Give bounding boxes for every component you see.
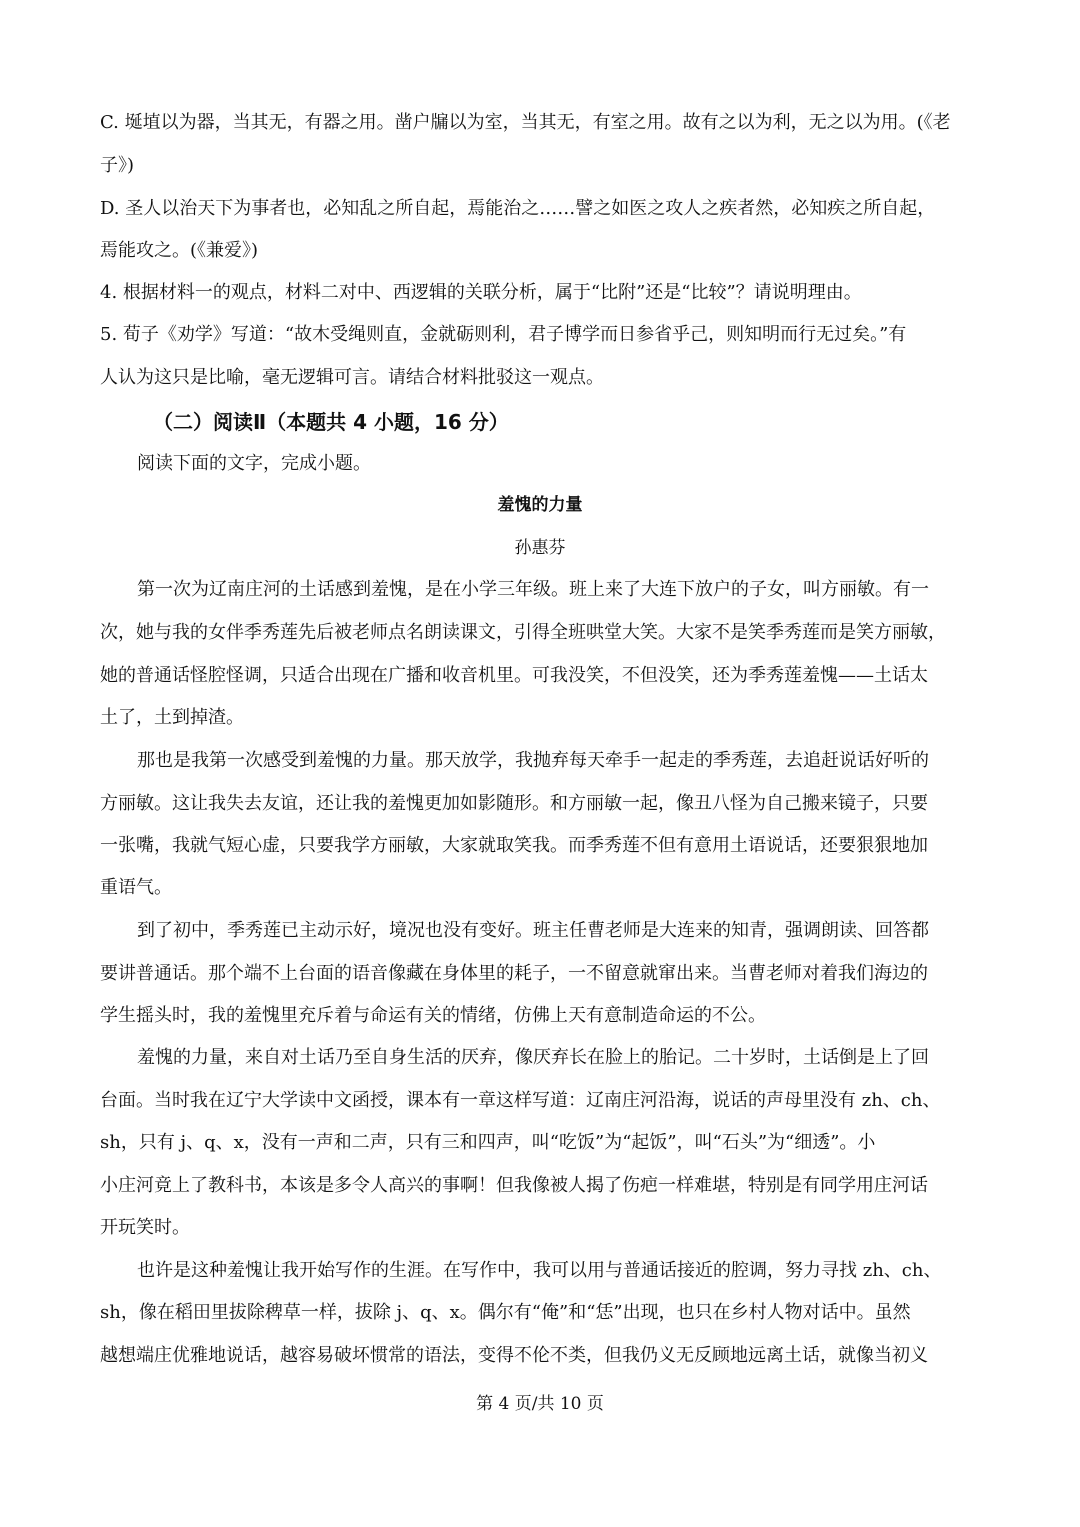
section-instruction: 阅读下面的文字，完成小题。 (137, 453, 371, 474)
paragraph-5-line: 也许是这种羞愧让我开始写作的生涯。在写作中，我可以用与普通话接近的腔调，努力寻找 zh、ch、 (137, 1260, 942, 1281)
paragraph-4-line: 开玩笑时。 (100, 1217, 190, 1238)
paragraph-1-line: 她的普通话怪腔怪调，只适合出现在广播和收音机里。可我没笑，不但没笑，还为季秀莲羞愧——土话太 (100, 665, 928, 686)
paragraph-5-line: sh，像在稻田里拔除稗草一样，拔除 j、q、x。偶尔有“俺”和“恁”出现，也只在乡村人物对话中。虽然 (100, 1302, 911, 1323)
paragraph-3-line: 学生摇头时，我的羞愧里充斥着与命运有关的情绪，仿佛上天有意制造命运的不公。 (100, 1005, 766, 1026)
page-number: 第 4 页/共 10 页 (476, 1394, 604, 1414)
paragraph-3-line: 到了初中，季秀莲已主动示好，境况也没有变好。班主任曹老师是大连来的知青，强调朗读、回答都 (137, 920, 929, 941)
paragraph-4-line: 台面。当时我在辽宁大学读中文函授，课本有一章这样写道：辽南庄河沿海，说话的声母里没有 zh、ch、 (100, 1090, 941, 1111)
question-5-line-1: 5. 荀子《劝学》写道：“故木受绳则直，金就砺则利，君子博学而日参省乎己，则知明而行无过矣。”有 (100, 324, 907, 345)
paragraph-4-line: sh，只有 j、q、x，没有一声和二声，只有三和四声，叫“吃饭”为“起饭”，叫“石头”为“细透”。小 (100, 1132, 876, 1153)
paragraph-2-line: 一张嘴，我就气短心虚，只要我学方丽敏，大家就取笑我。而季秀莲不但有意用土语说话，还要狠狠地加 (100, 835, 928, 856)
paragraph-1-line: 第一次为辽南庄河的土话感到羞愧，是在小学三年级。班上来了大连下放户的子女，叫方丽敏。有一 (137, 579, 929, 600)
paragraph-3-line: 要讲普通话。那个端不上台面的语音像藏在身体里的耗子，一不留意就窜出来。当曹老师对着我们海边的 (100, 963, 928, 984)
option-c-line-2: 子》) (100, 155, 135, 176)
paragraph-5-line: 越想端庄优雅地说话，越容易破坏惯常的语法，变得不伦不类，但我仍义无反顾地远离土话，就像当初义 (100, 1345, 928, 1366)
question-4: 4. 根据材料一的观点，材料二对中、西逻辑的关联分析，属于“比附”还是“比较”？请说明理由。 (100, 282, 862, 303)
option-c-line-1: C. 埏埴以为器，当其无，有器之用。凿户牖以为室，当其无，有室之用。故有之以为利，无之以为用。(《老 (100, 112, 951, 133)
option-d-line-1: D. 圣人以治天下为事者也，必知乱之所自起，焉能治之……譬之如医之攻人之疾者然，必知疾之所自起， (100, 198, 936, 219)
paragraph-4-line: 羞愧的力量，来自对土话乃至自身生活的厌弃，像厌弃长在脸上的胎记。二十岁时，土话倒是上了回 (137, 1047, 929, 1068)
paragraph-2-line: 那也是我第一次感受到羞愧的力量。那天放学，我抛弃每天牵手一起走的季秀莲，去追赶说话好听的 (137, 750, 929, 771)
article-title: 羞愧的力量 (497, 495, 583, 515)
paragraph-1-line: 土了，土到掉渣。 (100, 707, 244, 728)
article-author: 孙惠芬 (514, 538, 566, 558)
paragraph-4-line: 小庄河竟上了教科书，本该是多令人高兴的事啊！但我像被人揭了伤疤一样难堪，特别是有同学用庄河话 (100, 1175, 928, 1196)
question-5-line-2: 人认为这只是比喻，毫无逻辑可言。请结合材料批驳这一观点。 (100, 367, 604, 388)
paragraph-2-line: 重语气。 (100, 877, 172, 898)
paragraph-1-line: 次，她与我的女伴季秀莲先后被老师点名朗读课文，引得全班哄堂大笑。大家不是笑季秀莲而是笑方丽敏， (100, 622, 946, 643)
option-d-line-2: 焉能攻之。(《兼爱》) (100, 240, 259, 261)
section-heading: （二）阅读Ⅱ（本题共 4 小题，16 分） (153, 410, 509, 434)
paragraph-2-line: 方丽敏。这让我失去友谊，还让我的羞愧更加如影随形。和方丽敏一起，像丑八怪为自己搬来镜子，只要 (100, 793, 928, 814)
